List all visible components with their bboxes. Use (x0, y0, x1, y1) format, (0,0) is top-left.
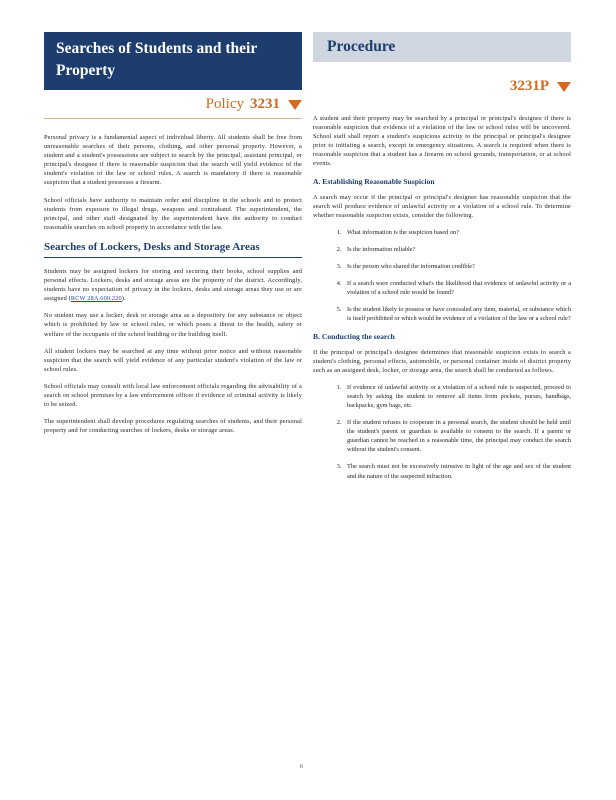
page-number: 6 (300, 764, 303, 770)
triangle-down-icon (288, 100, 302, 110)
list-item: 5. Is the student likely to possess or have concealed any item, material, or substance which is itself prohibited or which would be evidence of a violation of the law or a school rule? (343, 305, 571, 323)
list-item: 1. What information is the suspicion based on? (343, 228, 571, 237)
policy-title: Searches of Students and their Property (44, 32, 302, 90)
procedure-number: 3231P (509, 78, 549, 94)
policy-paragraph: Personal privacy is a fundamental aspect of individual liberty. All students shall be free from unreasonable searches of their persons, clothing, and other personal property. However, a student and a student's possessions are subject to search by the principal, assistant principal, or principal's designee if there is reasonable suspicion that the search will yield evidence of the student's violation of the law or school rules. A search is mandatory if there is reasonable suspicion that a student possesses a firearm. (44, 134, 302, 187)
policy-column (44, 32, 302, 443)
procedure-number-line (313, 76, 571, 100)
list-item: 2. If the student refuses to cooperate in a personal search, the student should be held until the student's parent or guardian is available to consent to the search. If a parent or guardian cannot be reached in a reasonable time, the principal may conduct the search without the student's consent. (343, 418, 571, 454)
section-heading: Searches of Lockers, Desks and Storage Areas (44, 240, 302, 258)
procedure-title: Procedure (313, 32, 571, 62)
policy-number-line (44, 94, 302, 119)
lockers-paragraph: School officials may consult with local law enforcement officials regarding the advisability of a search on school premises by a law enforcement officer if evidence of criminal activity is likely to be seized. (44, 382, 302, 409)
section-a-heading: A. Establishing Reasonable Suspicion (313, 176, 435, 186)
policy-paragraph: School officials have authority to maintain order and discipline in the schools and to protect students from exposure to illegal drugs, weapons and contraband. The superintendent, the principal, and other staff designated by the superintendent have the authority to conduct reasonable searches on school property in accordance with the law. (44, 196, 302, 231)
list-item: 3. The search must not be excessively intrusive in light of the age and sex of the student and the nature of the suspected infraction. (343, 462, 571, 480)
procedure-intro: A student and their property may be searched by a principal or principal's designee if there is reasonable suspicion that evidence of a violation of the law or school rules will be uncovered. School staff shall report a student's suspicious activity to the principal or principal's designee prior to initiating a search, except in emergency situations. A search is required when there is reasonable suspicion that a student has a firearm on school grounds, transportation, or at school events. (313, 115, 571, 168)
section-b-intro: If the principal or principal's designee determines that reasonable suspicion exists to search a student's clothing, personal effects, automobile, or personal container inside of district property such as an assigned desk, locker, or storage area, the search shall be conducted as follows. (313, 348, 571, 374)
lockers-paragraph: No student may use a locker, desk or storage area as a depository for any substance or object which is prohibited by law or school rules, or which poses a threat to the health, safety or welfare of the occupants of the school building or the building itself. (44, 312, 302, 338)
section-a-intro: A search may occur if the principal or principal's designee has reasonable suspicion that the search will produce evidence of unlawful activity or a violation of a school rule. To determine whether reasonable suspicion exists, consider the following. (313, 193, 571, 219)
section-b-list (313, 383, 571, 481)
rcw-link[interactable]: RCW 28A.600.220 (70, 295, 122, 303)
section-a-list (313, 228, 571, 324)
list-item: 3. Is the person who shared the information credible? (343, 262, 571, 271)
procedure-column (313, 32, 571, 489)
lockers-paragraph: The superintendent shall develop procedures regulating searches of students, and their personal property and for conducting searches of lockers, desks or storage areas. (44, 418, 302, 435)
lockers-paragraph: All student lockers may be searched at any time without prior notice and without reasonable suspicion that the search will yield evidence of any particular student's violation of the law or school rules. (44, 347, 302, 373)
policy-label: Policy (205, 96, 244, 112)
lockers-paragraph: Students may be assigned lockers for storing and securing their books, school supplies and personal effects. Lockers, desks and storage areas are the property of the district. Accordingly, students have no expectation of privacy in the lockers, desks and storage areas they use or are assigned (RCW 28A.600.220). (44, 267, 302, 303)
list-item: 1. If evidence of unlawful activity or a violation of a school rule is suspected, proceed to search by asking the student to remove all items from pockets, purses, handbags, backpacks, gym bags, etc. (343, 383, 571, 410)
policy-number: 3231 (250, 96, 280, 112)
triangle-down-icon (557, 82, 571, 92)
list-item: 4. If a search were conducted what's the likelihood that evidence of unlawful activity or a violation of a school rule would be found? (343, 279, 571, 297)
section-b-heading: B. Conducting the search (313, 331, 395, 341)
list-item: 2. Is the information reliable? (343, 245, 571, 254)
